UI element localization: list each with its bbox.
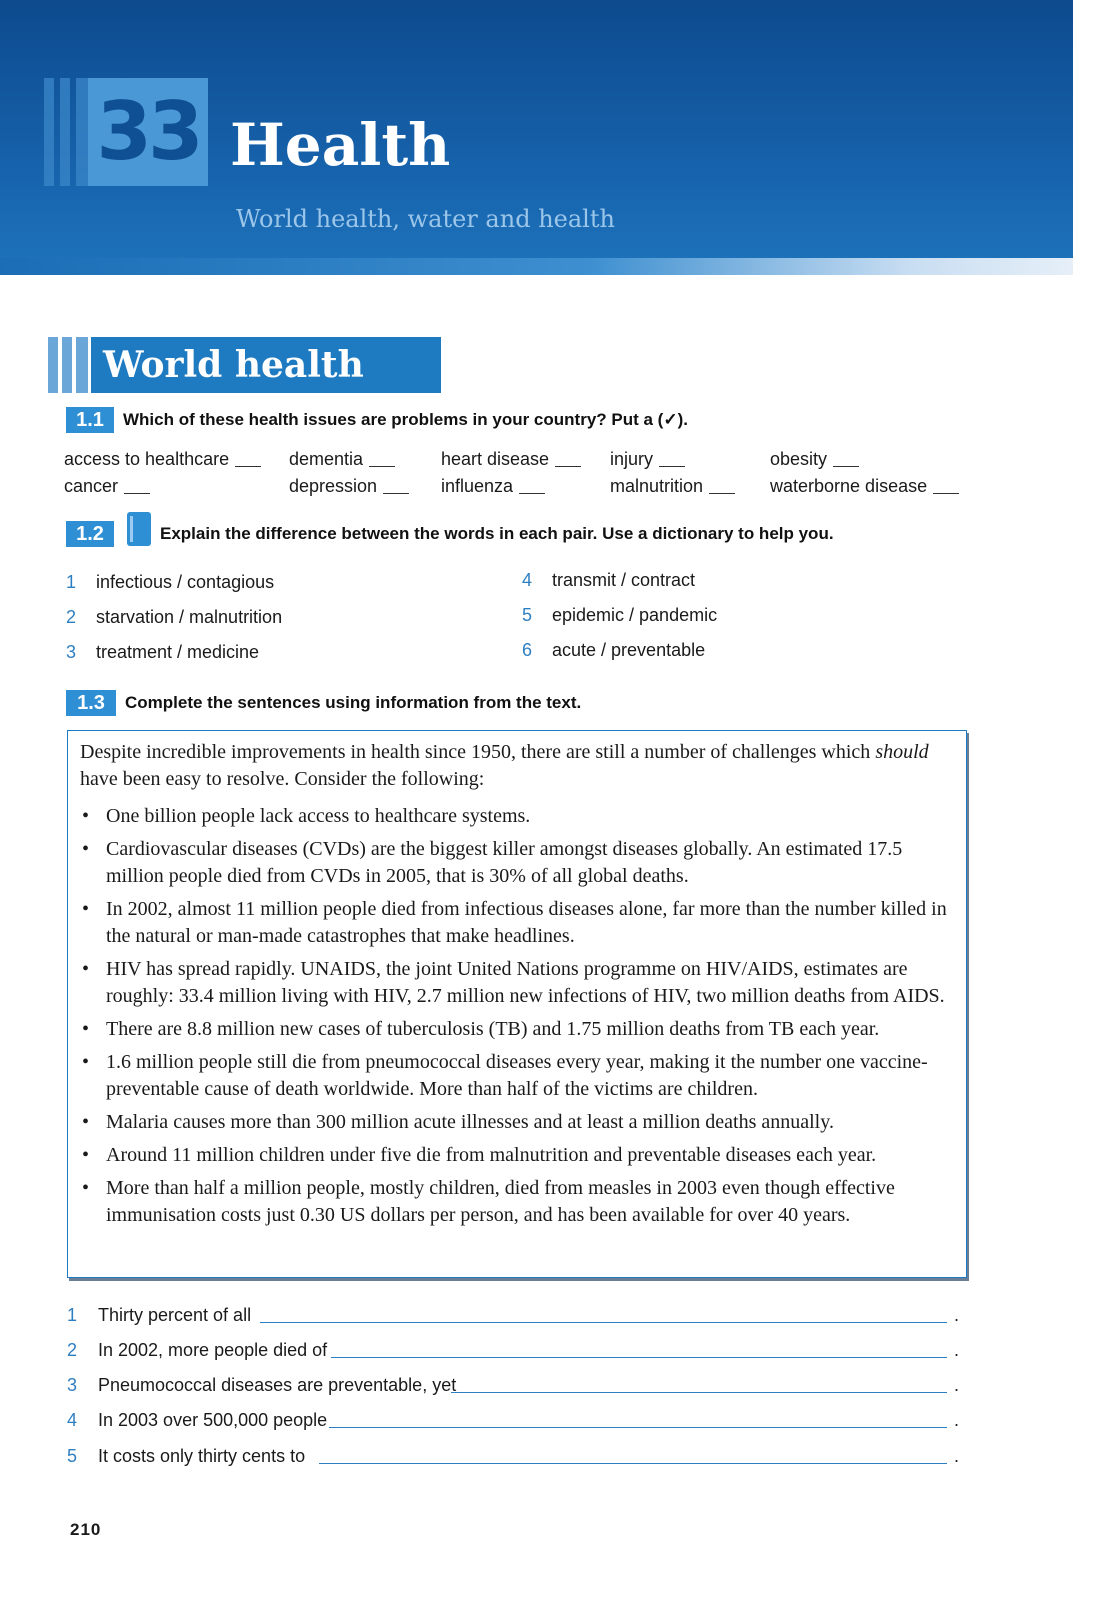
answer-line[interactable] [319, 1463, 947, 1464]
tick-blank[interactable] [519, 493, 545, 494]
issue-item: injury [610, 448, 685, 470]
fact-item: • More than half a million people, mostly children, died from measles in 2003 even though effective immunisation costs just 0.30 US dollars per person, and has been available for over 40 years. [80, 1175, 950, 1229]
unit-subtitle: World health, water and health [236, 205, 615, 233]
section-decoration [48, 337, 88, 393]
word-pair: 3 treatment / medicine [66, 642, 260, 662]
sentence-item: 2 In 2002, more people died of . [67, 1340, 959, 1360]
unit-title: Health [230, 111, 451, 179]
fact-item: • Cardiovascular diseases (CVDs) are the biggest killer amongst diseases globally. An estimated 17.5 million people died from CVDs in 2005, that is 30% of all global deaths. [80, 836, 950, 890]
fact-item: • Around 11 million children under five die from malnutrition and preventable diseases each year. [80, 1142, 950, 1169]
answer-line[interactable] [260, 1322, 947, 1323]
fact-item: • HIV has spread rapidly. UNAIDS, the joint United Nations programme on HIV/AIDS, estimates are roughly: 33.4 million living with HIV, 2.7 million new infections of HIV, two million deaths from AIDS. [80, 956, 950, 1010]
tick-blank[interactable] [709, 493, 735, 494]
exercise-instruction: Which of these health issues are problems in your country? Put a (✓). [123, 410, 688, 429]
exercise-number: 1.3 [66, 690, 116, 716]
section-title: World health [91, 337, 441, 393]
issue-item: influenza [441, 475, 545, 497]
exercise-instruction: Complete the sentences using information from the text. [125, 693, 582, 712]
tick-blank[interactable] [555, 466, 581, 467]
unit-number: 33 [88, 78, 208, 186]
tick-blank[interactable] [659, 466, 685, 467]
tick-blank[interactable] [124, 493, 150, 494]
exercise-number: 1.2 [66, 521, 114, 547]
sentence-item: 4 In 2003 over 500,000 people . [67, 1410, 959, 1430]
page-number: 210 [70, 1520, 102, 1539]
answer-line[interactable] [329, 1427, 947, 1428]
issue-item: depression [289, 475, 409, 497]
issue-item: waterborne disease [770, 475, 959, 497]
exercise-instruction: Explain the difference between the words in each pair. Use a dictionary to help you. [160, 524, 834, 543]
fact-item: • Malaria causes more than 300 million acute illnesses and at least a million deaths annually. [80, 1109, 950, 1136]
word-pair: 5 epidemic / pandemic [522, 605, 718, 625]
tick-blank[interactable] [235, 466, 261, 467]
text-intro: Despite incredible improvements in health since 1950, there are still a number of challenges which should have been easy to resolve. Consider the following: [80, 741, 929, 790]
tick-blank[interactable] [933, 493, 959, 494]
issue-item: obesity [770, 448, 859, 470]
tick-blank[interactable] [833, 466, 859, 467]
tick-blank[interactable] [383, 493, 409, 494]
sentence-item: 3 Pneumococcal diseases are preventable, yet . [67, 1375, 959, 1395]
word-pair: 4 transmit / contract [522, 570, 696, 590]
answer-line[interactable] [331, 1357, 947, 1358]
unit-decoration [44, 78, 88, 186]
answer-line[interactable] [451, 1392, 947, 1393]
issue-item: dementia [289, 448, 395, 470]
tick-blank[interactable] [369, 466, 395, 467]
word-pair: 6 acute / preventable [522, 640, 706, 660]
fact-item: • 1.6 million people still die from pneumococcal diseases every year, making it the number one vaccine-preventable cause of death worldwide. More than half of the victims are children. [80, 1049, 950, 1103]
word-pair: 1 infectious / contagious [66, 572, 275, 592]
dictionary-icon [127, 512, 151, 546]
fact-item: • In 2002, almost 11 million people died from infectious diseases alone, far more than the number killed in the natural or man-made catastrophes that make headlines. [80, 896, 950, 950]
word-pair: 2 starvation / malnutrition [66, 607, 283, 627]
issue-item: access to healthcare [64, 448, 261, 470]
sentence-item: 1 Thirty percent of all . [67, 1305, 959, 1325]
fact-item: • There are 8.8 million new cases of tuberculosis (TB) and 1.75 million deaths from TB each year. [80, 1016, 950, 1043]
fact-item: • One billion people lack access to healthcare systems. [80, 803, 950, 830]
sentence-item: 5 It costs only thirty cents to . [67, 1446, 959, 1466]
issue-item: heart disease [441, 448, 581, 470]
issue-item: malnutrition [610, 475, 735, 497]
banner-strip [0, 258, 1073, 275]
issue-item: cancer [64, 475, 150, 497]
exercise-number: 1.1 [66, 407, 114, 433]
reading-text-box [67, 730, 967, 1278]
fact-list [80, 803, 950, 1235]
